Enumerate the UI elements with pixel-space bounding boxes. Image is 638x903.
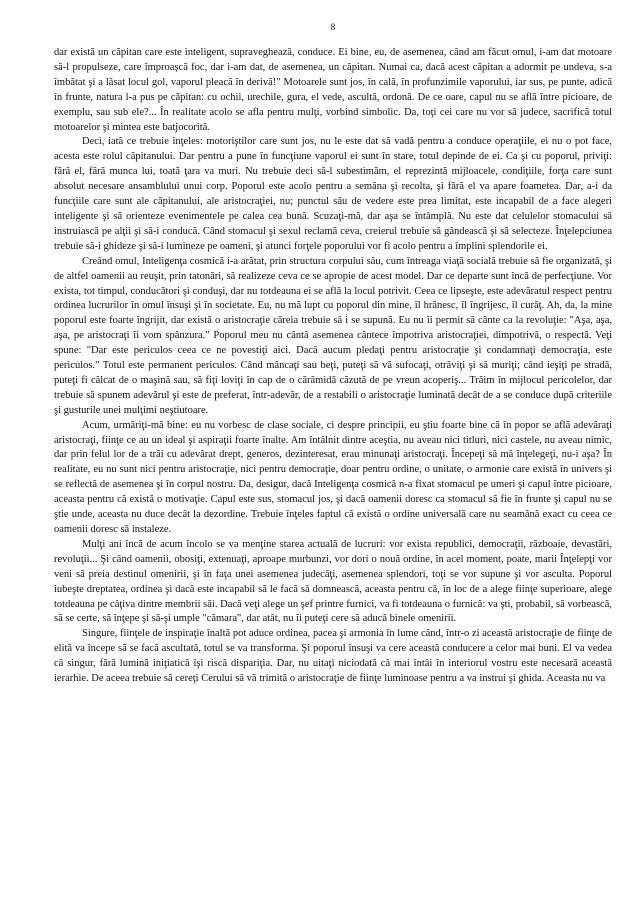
page-number: 8 (330, 22, 336, 32)
body-text (54, 46, 612, 687)
paragraph: Deci, iată ce trebuie înţeles: motoriştilor care sunt jos, nu le este dat să vadă pentru a conduce operaţiile, ei nu o pot face, acesta este rolul căpitanului. Dar pentru a pune în funcţiune vaporul ei sunt în stare, totul depinde de ei. Ca şi cu poporul, priviţi: fără el, fără munca lui, toată ţara va muri. Nu trebuie deci să-l subestimăm, el reprezintă mijloacele, condiţiile, forţa care sunt absolut necesare ansamblului unui corp. Poporul este acolo pentru a semăna şi recolta, şi fără el va apare foametea. Dar, a-i da funcţiile care sunt ale căpitanului, ale aristocraţiei, nu; punctul său de vedere este prea limitat, este incapabil de a face alegeri inteligente şi să orienteze evenimentele pe calea cea bună. Scuzaţi-mă, dar aşa se întâmplă. Nu este dat celulelor stomacului să instruiască pe alţii şi să-i conducă. Când stomacul şi sexul reclamă ceva, creierul trebuie să gândească şi să selecteze. Înţelepciunea trebuie să-i ghideze şi să-i lumineze pe oameni, şi atunci forţele poporului vor fi acolo pentru a împlini splendorile ei. (54, 136, 612, 252)
paragraph: dar există un căpitan care este inteligent, supraveghează, conduce. Ei bine, eu, de asemenea, când am făcut omul, i-am dat motoare să-l propulseze, care împroașcă foc, dar i-am dat, de asemenea, un căpitan. Numai ca, dacă acest căpitan a adormit pe undeva, s-a îmbătat şi a lăsat locul gol, vaporul pleacă în derivă!" Motoarele sunt jos, în cală, în profunzimile vaporului, iar sus, pe punte, adică în frunte, natura l-a pus pe căpitan: cu ochii, urechile, gura, el vede, ascultă, ordonă. De ce oare, capul nu se află între picioare, de exemplu, sau sub ele?... În realitate acolo se afla pentru mulţi, vorbind simbolic. Da, toţi cei care nu vor să judece, sacrifică totul motoarelor şi mintea este batjocorită. (54, 47, 612, 133)
paragraph: Creând omul, Inteligenţa cosmică i-a arătat, prin structura corpului său, cum întreaga viaţă socială trebuie să fie organizată, şi de altfel oamenii au reuşit, prin tatonări, să realizeze ceva ce se apropie de acest model. Dar ce departe sunt încă de perfecţiune. Vor exista, tot timpul, conducători şi conduşi, dar nu totdeauna ei se află la locul potrivit. Ceea ce lipseşte, este adevăratul respect pentru ordinea lucrurilor în omul însuşi şi în societate. Eu, nu mă lupt cu poporul din mine, îl hrănesc, îl îngrijesc, îl curăţ. Ah, da, la mine poporul este foarte îngrijit, dar există o aristocraţie căreia trebuie să i se supună. Eu nu îi permit să cânte ca la revoluţie: "Aşa, aşa, aşa, pe aristocraţi îi vom spânzura." Poporul meu nu cântă asemenea cântece împotriva aristocraţiei, dimpotrivă, o respectă. Veţi spune: "Dar este periculos ceea ce ne povestiţi aici. Dacă aucum pledaţi pentru aristocraţie şi condamnaţi democraţia, este periculos." Totul este permanent periculos. Când mâncaţi sau beţi, puteţi să vă sufocaţi, otrăviţi şi să muriţi; când ieşiţi pe stradă, puteţi fi călcat de o maşină sau, să fiţi loviţi în cap de o cărămidă căzută de pe vreun acoperiş... Trăim în mijlocul pericolelor, dar trebuie să spunem adevărul şi este de preferat, într-adevăr, de a restabili o aristocraţie luminată decât de a se conduce după criteriile şi gusturile unei mulţimi neştiutoare. (54, 255, 612, 416)
paragraph: Singure, fiinţele de inspiraţie înaltă pot aduce ordinea, pacea şi armonia în lume când, într-o zi această aristocraţie de fiinţe de elită va începe să se facă ascultată, totul se va transforma. Şi poporul însuşi va cere această conducere a celor mai buni. El va vedea că singur, fără lumină iniţiatică îşi riscă dispariţia. Dar, nu uitaţi niciodată că mai întâi în interiorul vostru este necesară această ierarhie. De aceea trebuie să cereţi Cerului să vă trimită o aristocraţie de fiinţe luminoase pentru a va instrui şi ghida. Aceasta nu va (54, 628, 612, 685)
paragraph: Acum, urmăriţi-mă bine: eu nu vorbesc de clase sociale, ci despre principii, eu ştiu foarte bine că în popor se află adevăraţi aristocraţi, fiinţe ce au un ideal şi aspiraţii foarte înalte. Am întâlnit dintre aceştia, nu aveau nici titluri, nici castele, nu aveau nimic, dar prin felul lor de a trăi cu adevărat drept, generos, dezinteresat, erau minunaţi aristocraţi. Începeţi să mă înţelegeţi, nu-i aşa? În realitate, eu nu sunt nici pentru aristocraţie, nici pentru democraţie, doar pentru ordine, o unitate, o armonie care există în univers şi se reflectă de asemenea şi în corpul nostru. Da, desigur, dacă Inteligenţa cosmică n-a fixat stomacul pe umeri şi capul între picioare, aceasta pentru că există o motivaţie. Capul este sus, stomacul jos, şi dacă oamenii doresc ca stomacul să fie în frunte şi capul nu se ştie unde, aceasta nu duce decât la dezordine. Trebuie înţeles faptul că există o ordine universală care nu seamănă exact cu ceea ce oamenii doresc să instaleze. (54, 419, 612, 535)
paragraph: Mulţi ani încă de acum încolo se va menţine starea actuală de lucruri: vor exista republici, democraţii, războaie, devastări, revoluţii... Şi când oamenii, obosiţi, extenuaţi, aproape murbunzi, vor dori o nouă ordine, în acel moment, poate, marii Înţelepţi vor veni să preia destinul omenirii, şi în faţa unei asemenea judecăţi, asemenea splendori, toţi se vor supune şi vor asculta. Poporul iubeşte dreptatea, ordinea şi dacă este incapabil să le facă să domnească, aceasta pentru că, în loc de a alege fiinţe superioare, alege totdeauna pe câţiva dintre membrii săi. Dacă veţi alege un şef printre furnici, va fi totdeauna o furnică: va şti, probabil, să vorbească, să se certe, să înţepe şi să-şi umple "cămara", dar atât, nu îi puteţi cere să aducă binele omenirii. (54, 538, 612, 625)
